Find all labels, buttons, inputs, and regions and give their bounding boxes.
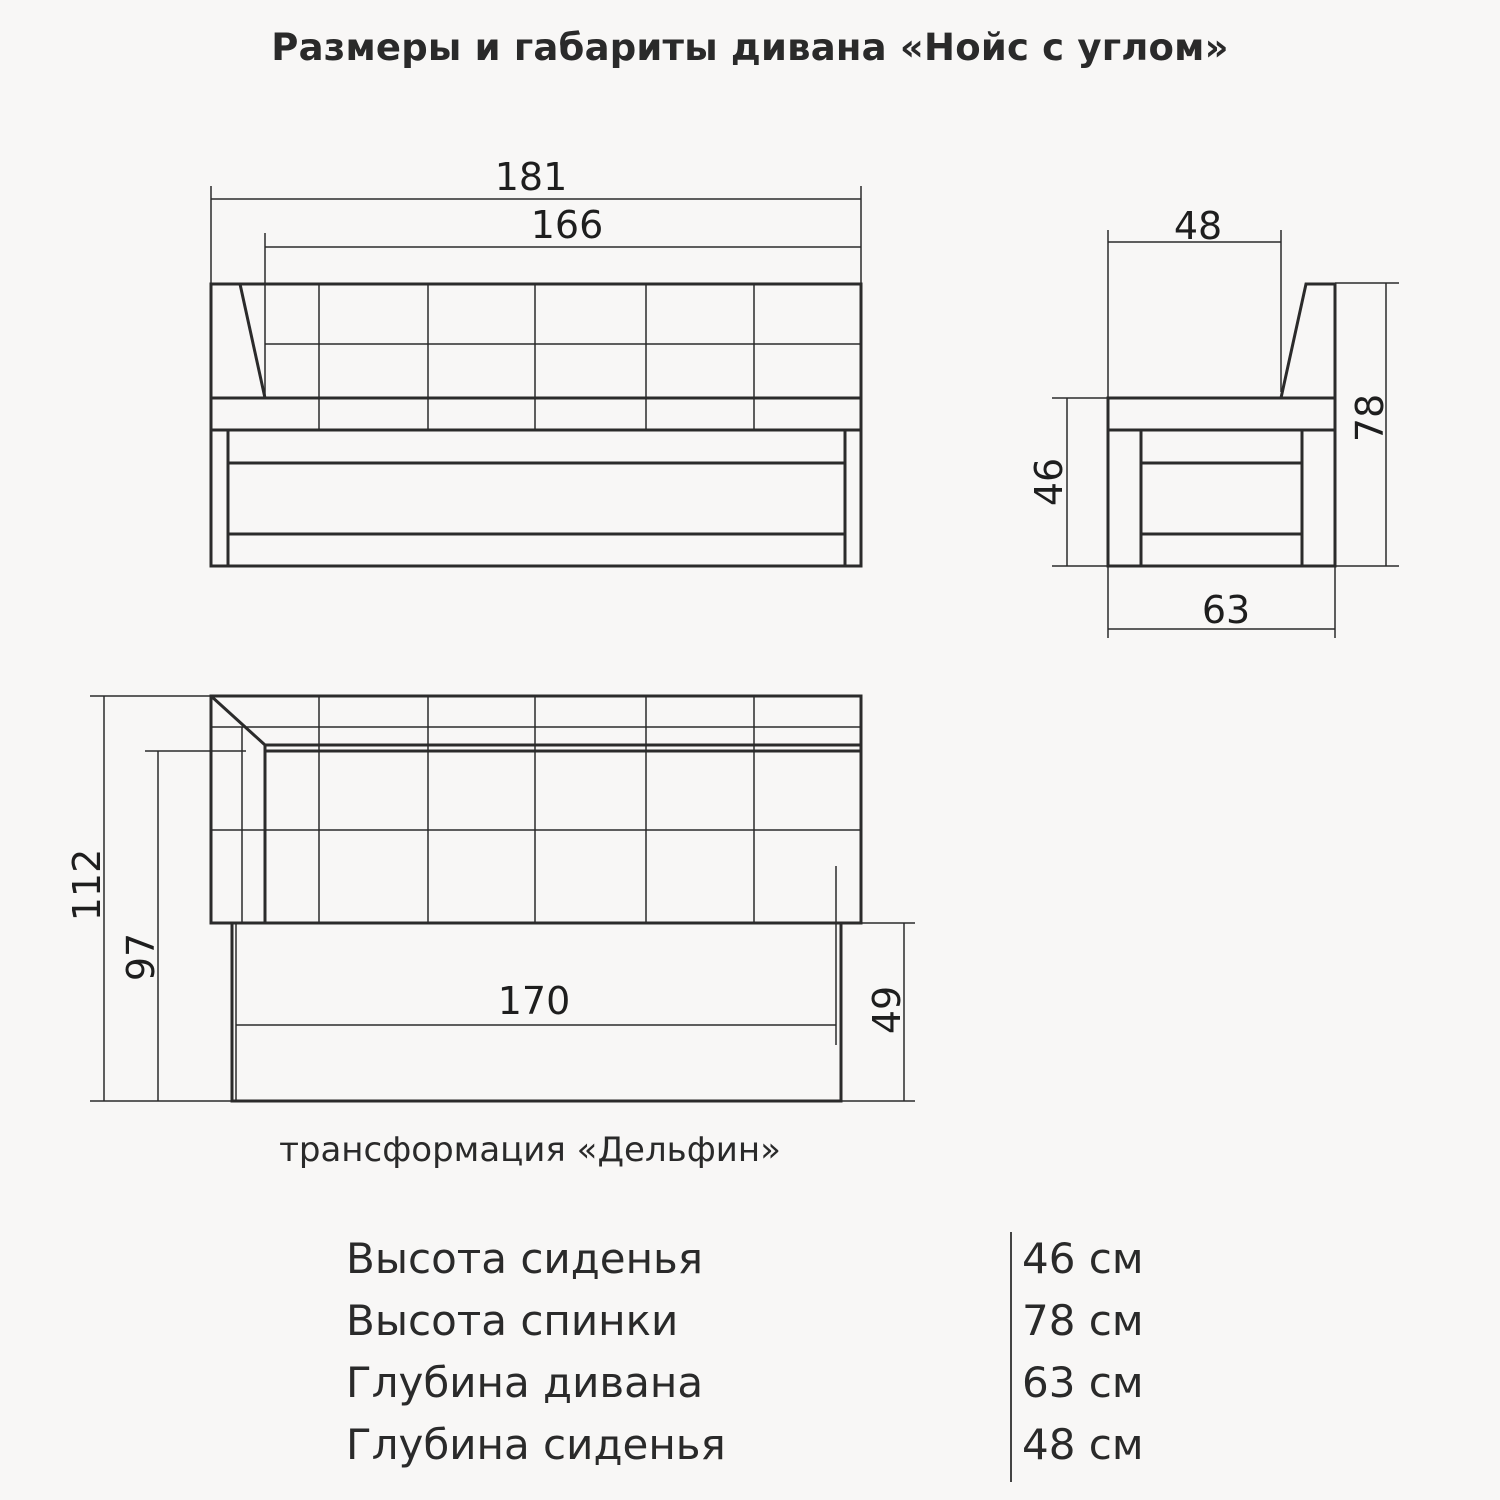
spec-value: 63 см	[1022, 1358, 1144, 1407]
label-seat-height: 46	[1027, 457, 1071, 507]
front-back-panel	[211, 284, 861, 398]
spec-label: Глубина дивана	[346, 1358, 704, 1407]
spec-label: Высота спинки	[346, 1296, 679, 1345]
spec-value: 48 см	[1022, 1420, 1144, 1469]
spec-label: Глубина сиденья	[346, 1420, 726, 1469]
spec-label: Высота сиденья	[346, 1234, 704, 1283]
specs-table	[346, 1228, 1186, 1476]
label-back-height: 78	[1348, 393, 1392, 443]
label-sleeping-length: 97	[119, 932, 163, 982]
label-seat-width: 166	[530, 203, 604, 247]
label-base-height: 49	[865, 985, 909, 1035]
side-view	[1052, 230, 1399, 638]
label-sleeping-width: 170	[497, 979, 571, 1023]
spec-row	[346, 1228, 1186, 1290]
label-depth: 63	[1201, 588, 1251, 632]
front-base	[211, 430, 861, 566]
unfolded-view	[90, 696, 915, 1101]
page-title: Размеры и габариты дивана «Нойс с углом»	[271, 26, 1229, 69]
spec-value: 46 см	[1022, 1234, 1144, 1283]
spec-value: 78 см	[1022, 1296, 1144, 1345]
transformation-caption: трансформация «Дельфин»	[279, 1130, 781, 1170]
side-seat-cushion	[1108, 398, 1335, 430]
spec-row	[346, 1290, 1186, 1352]
label-overall-width: 181	[494, 155, 568, 199]
side-back-profile	[1281, 284, 1335, 398]
spec-row	[346, 1414, 1186, 1476]
spec-row	[346, 1352, 1186, 1414]
unfolded-upper-frame	[211, 696, 861, 923]
label-seat-depth: 48	[1173, 204, 1223, 248]
front-seat-cushion	[211, 398, 861, 430]
dimension-seat-depth	[1108, 230, 1281, 398]
label-overall-length: 112	[65, 848, 109, 922]
